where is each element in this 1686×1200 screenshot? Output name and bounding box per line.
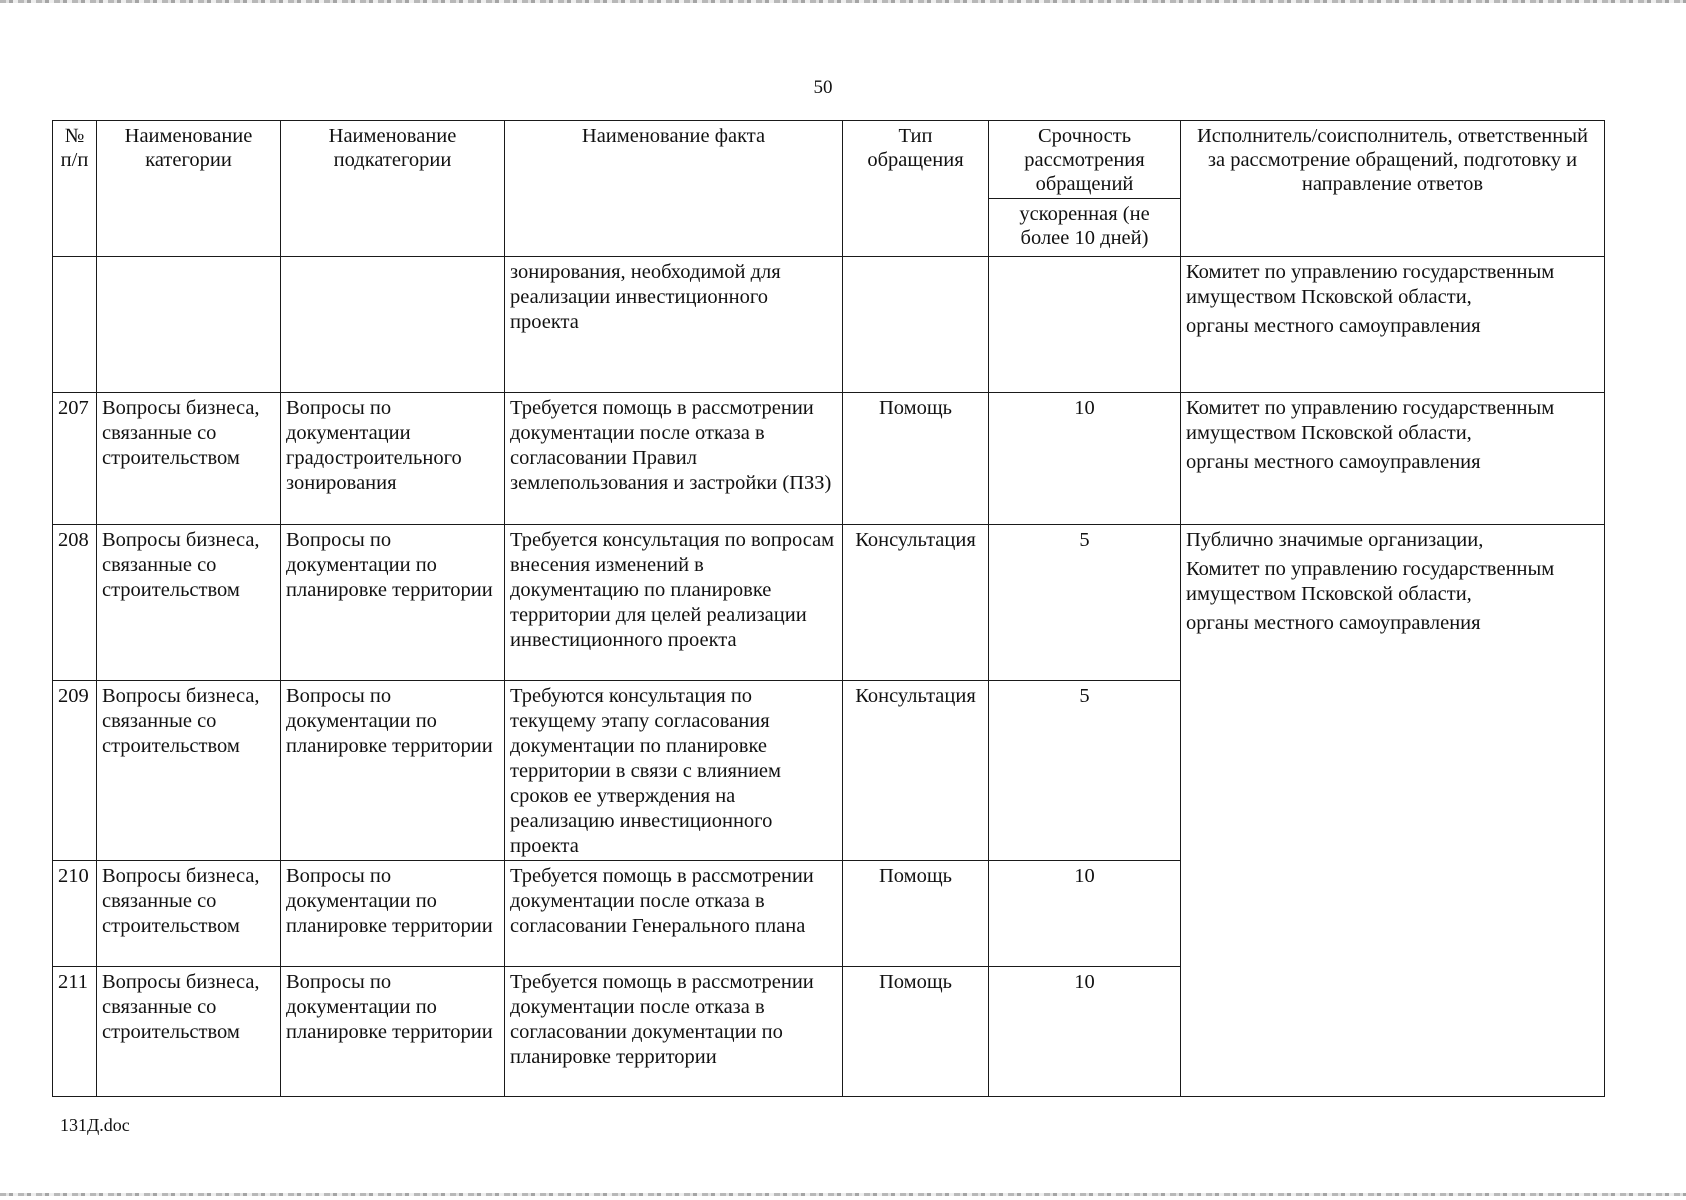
executor-line: органы местного самоуправления — [1186, 451, 1481, 473]
cell-num: 210 — [53, 861, 97, 967]
footer-filename: 131Д.doc — [60, 1115, 130, 1135]
cell-urgency: 10 — [989, 861, 1181, 967]
scan-edge-top — [0, 0, 1686, 3]
cell-num: 207 — [53, 393, 97, 525]
cell-subcategory: Вопросы по документации по планировке территории — [281, 681, 505, 861]
header-num: № п/п — [53, 121, 97, 257]
header-type: Тип обращения — [843, 121, 989, 257]
cell-fact: зонирования, необходимой для реализации инвестиционного проекта — [505, 257, 843, 393]
cell-executor — [1181, 393, 1605, 525]
executor-line: Публично значимые организации, — [1186, 529, 1484, 551]
table-row — [53, 393, 1605, 525]
table-row — [53, 525, 1605, 681]
cell-urgency: 10 — [989, 967, 1181, 1097]
cell-fact: Требуются консультация по текущему этапу согласования документации по планировке территории в связи с влиянием сроков ее утверждения на реализацию инвестиционного проекта — [505, 681, 843, 861]
cell-num — [53, 257, 97, 393]
header-executor: Исполнитель/соисполнитель, ответственный за рассмотрение обращений, подготовку и направление ответов — [1181, 121, 1605, 257]
cell-category — [97, 257, 281, 393]
header-fact: Наименование факта — [505, 121, 843, 257]
header-row — [53, 121, 1605, 199]
cell-urgency: 10 — [989, 393, 1181, 525]
cell-urgency: 5 — [989, 681, 1181, 861]
header-subcategory: Наименование подкатегории — [281, 121, 505, 257]
header-category: Наименование категории — [97, 121, 281, 257]
executor-line: Комитет по управлению государственным имуществом Псковской области, — [1186, 397, 1555, 444]
appeals-table — [52, 120, 1605, 1097]
cell-category: Вопросы бизнеса, связанные со строительством — [97, 681, 281, 861]
cell-urgency — [989, 257, 1181, 393]
cell-executor-merged — [1181, 525, 1605, 1097]
cell-category: Вопросы бизнеса, связанные со строительством — [97, 967, 281, 1097]
executor-line: органы местного самоуправления — [1186, 315, 1481, 337]
cell-type: Помощь — [843, 967, 989, 1097]
cell-fact: Требуется помощь в рассмотрении документации после отказа в согласовании документации по планировке территории — [505, 967, 843, 1097]
cell-type: Консультация — [843, 525, 989, 681]
cell-subcategory: Вопросы по документации по планировке территории — [281, 967, 505, 1097]
cell-subcategory: Вопросы по документации градостроительного зонирования — [281, 393, 505, 525]
header-urgency-accelerated: ускоренная (не более 10 дней) — [989, 199, 1181, 257]
cell-category: Вопросы бизнеса, связанные со строительством — [97, 393, 281, 525]
cell-type — [843, 257, 989, 393]
page-number: 50 — [813, 77, 833, 98]
header-urgency: Срочность рассмотрения обращений — [989, 121, 1181, 199]
executor-line: органы местного самоуправления — [1186, 612, 1481, 634]
cell-subcategory: Вопросы по документации по планировке территории — [281, 525, 505, 681]
cell-fact: Требуется консультация по вопросам внесения изменений в документацию по планировке территории для целей реализации инвестиционного проекта — [505, 525, 843, 681]
table-row — [53, 257, 1605, 393]
cell-num: 211 — [53, 967, 97, 1097]
executor-line: Комитет по управлению государственным имуществом Псковской области, — [1186, 261, 1555, 308]
cell-type: Помощь — [843, 393, 989, 525]
cell-category: Вопросы бизнеса, связанные со строительством — [97, 525, 281, 681]
cell-fact: Требуется помощь в рассмотрении документации после отказа в согласовании Генерального плана — [505, 861, 843, 967]
cell-num: 208 — [53, 525, 97, 681]
cell-fact: Требуется помощь в рассмотрении документации после отказа в согласовании Правил землепользования и застройки (ПЗЗ) — [505, 393, 843, 525]
cell-category: Вопросы бизнеса, связанные со строительством — [97, 861, 281, 967]
scan-edge-bottom — [0, 1193, 1686, 1196]
cell-subcategory — [281, 257, 505, 393]
cell-num: 209 — [53, 681, 97, 861]
cell-subcategory: Вопросы по документации по планировке территории — [281, 861, 505, 967]
cell-urgency: 5 — [989, 525, 1181, 681]
cell-type: Помощь — [843, 861, 989, 967]
cell-type: Консультация — [843, 681, 989, 861]
cell-executor — [1181, 257, 1605, 393]
executor-line: Комитет по управлению государственным имуществом Псковской области, — [1186, 558, 1555, 605]
